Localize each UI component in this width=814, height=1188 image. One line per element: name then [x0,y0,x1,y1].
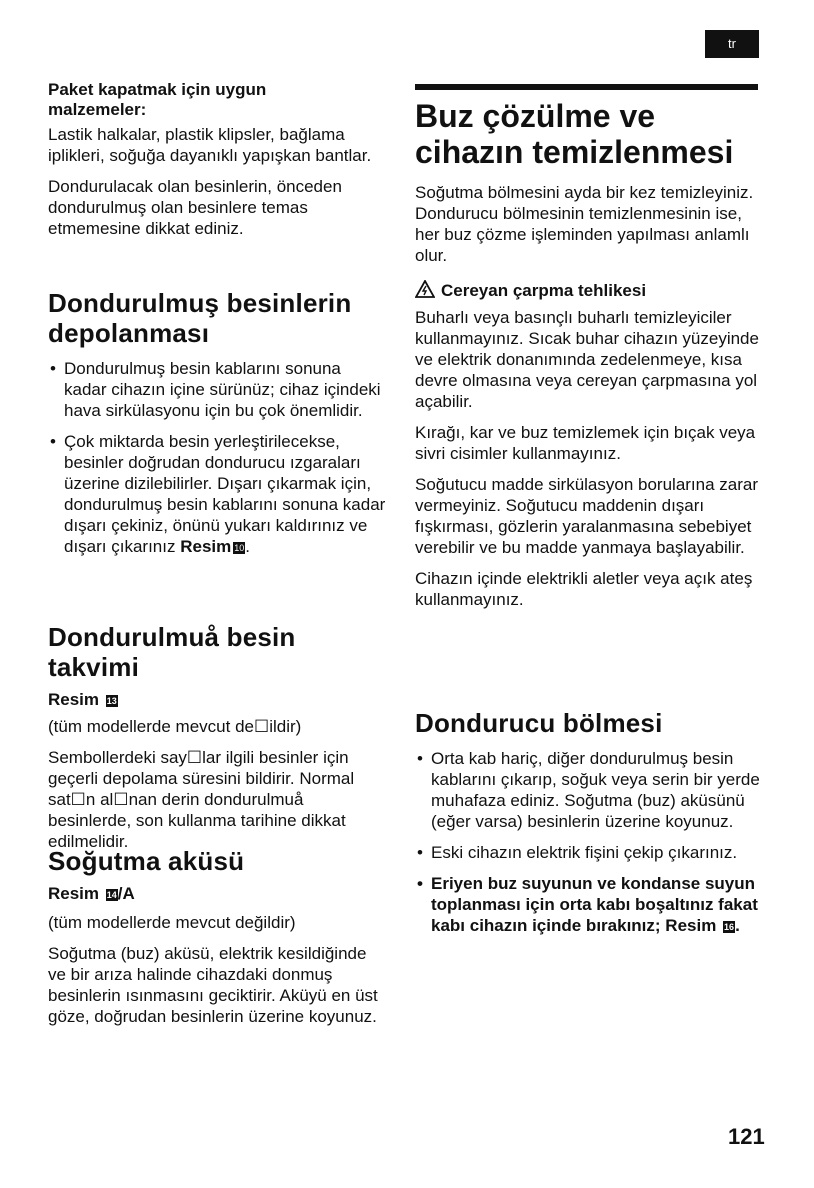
fire-warning: Cihazın içinde elektrikli aletler veya açık ateş kullanmayınız. [415,569,753,609]
defrost-intro: Soğutma bölmesini ayda bir kez temizleyiniz. Dondurucu bölmesinin temizlenmesinin ise, her buz çözme işleminden yapılması anlamlı olur. [415,183,754,265]
freezer-title: Dondurucu bölmesi [415,708,663,738]
page-number: 121 [728,1124,765,1149]
freezer-list [415,748,760,936]
cooling-title: Soğutma aküsü [48,846,245,876]
list-item-text: Dondurulmuş besin kablarını sonuna kadar cihazın içine sürünüz; cihaz içindeki hava sirkülasyonu için bu çok önemlidir. [64,359,381,420]
warning-heading: Cereyan çarpma tehlikesi [415,280,760,301]
refrigerant-warning: Soğutucu madde sirkülasyon borularına zarar vermeyiniz. Soğutucu maddenin dışarı fışkırması, gözlerin yaralanmasına sebebiyet verebilir ve bu madde yanmaya başlayabilir. [415,475,759,557]
defrost-title: Buz çözülme ve cihazın temizlenmesi [415,98,734,170]
calendar-text: Sembollerdeki say☐lar ilgili besinler için geçerli depolama süresini bildirir. Normal sat☐n al☐nan derin dondurulmuå besinlerde, son kullanma tarihine dikkat edilmelidir. [48,748,355,851]
tools-warning: Kırağı, kar ve buz temizlemek için bıçak veya sivri cisimler kullanmayınız. [415,423,756,463]
figure-number: 10 [234,543,245,553]
cooling-ref: Resim 14/A [48,884,135,903]
freezer-section [415,708,760,936]
list-item-text: Eriyen buz suyunun ve kondanse suyun toplanması için orta kabı boşaltınız fakat kabı cihazın içinde bırakınız; [431,874,758,935]
list-item-text: Orta kab hariç, diğer dondurulmuş besin kablarını çıkarıp, soğuk veya serin bir yerde muhafaza ediniz. Soğutma (buz) aküsünü (eğer varsa) besinlerin üzerine koyunuz. [431,749,760,831]
list-item: • Eriyen buz suyunun ve kondanse suyun toplanması için orta kabı boşaltınız fakat kabı cihazın içinde bırakınız; Resim 16. [415,873,760,936]
packaging-note: Dondurulacak olan besinlerin, önceden dondurulmuş olan besinlere temas etmemesine dikkat ediniz. [48,177,342,238]
list-item: • Çok miktarda besin yerleştirilecekse, besinler doğrudan dondurucu ızgaraları üzerine dizilebilirler. Dışarı çıkarmak için, dondurulmuş besin kablarını sonuna kadar dışarı çekiniz, önünü yukarı kaldırınız ve dışarı çıkarınız Resim 10. [48,431,388,557]
packaging-section [48,80,388,239]
list-item-text: Eski cihazın elektrik fişini çekip çıkarınız. [431,843,738,862]
figure-ref: Resim [665,916,717,935]
defrost-section [415,98,760,610]
calendar-ref: Resim 13 [48,690,117,709]
calendar-title: Dondurulmuå besin takvimi [48,622,296,682]
packaging-text: Lastik halkalar, plastik klipsler, bağlama iplikleri, soğuğa dayanıklı yapışkan bantlar. [48,125,372,165]
storage-section [48,288,388,557]
storage-list [48,358,388,557]
packaging-heading: Paket kapatmak için uygun malzemeler: [48,80,267,119]
list-item [415,842,760,863]
list-item-text: Çok miktarda besin yerleştirilecekse, besinler doğrudan dondurucu ızgaraları üzerine dizilebilirler. Dışarı çıkarmak için, dondurulmuş besin kablarını sonuna kadar dışarı çekiniz, önünü yukarı kaldırınız ve dışarı çıkarınız [64,432,386,556]
figure-number: 16 [724,922,735,932]
calendar-availability: (tüm modellerde mevcut de☐ildir) [48,717,302,736]
steam-warning: Buharlı veya basınçlı buharlı temizleyiciler kullanmayınız. Sıcak buhar cihazın yüzeyinde ve elektrik donanımında zedelenmeye, kısa devre olmasına veya cereyan çarpmasına yol açabilir. [415,308,759,411]
section-rule [415,84,758,90]
calendar-section [48,622,388,852]
storage-title: Dondurulmuş besinlerin depolanması [48,288,352,348]
cooling-text: Soğutma (buz) aküsü, elektrik kesildiğinde ve bir arıza halinde cihazdaki donmuş besinlerin ısınmasını geciktirir. Aküyü en üst göze, doğrudan besinlerin üzerine koyunuz. [48,944,378,1026]
list-item [48,358,388,421]
cooling-section [48,846,388,1027]
cooling-availability: (tüm modellerde mevcut değildir) [48,913,296,932]
language-badge: tr [705,30,759,58]
figure-ref: Resim [180,537,232,556]
warning-icon [415,280,435,298]
list-item [415,748,760,832]
